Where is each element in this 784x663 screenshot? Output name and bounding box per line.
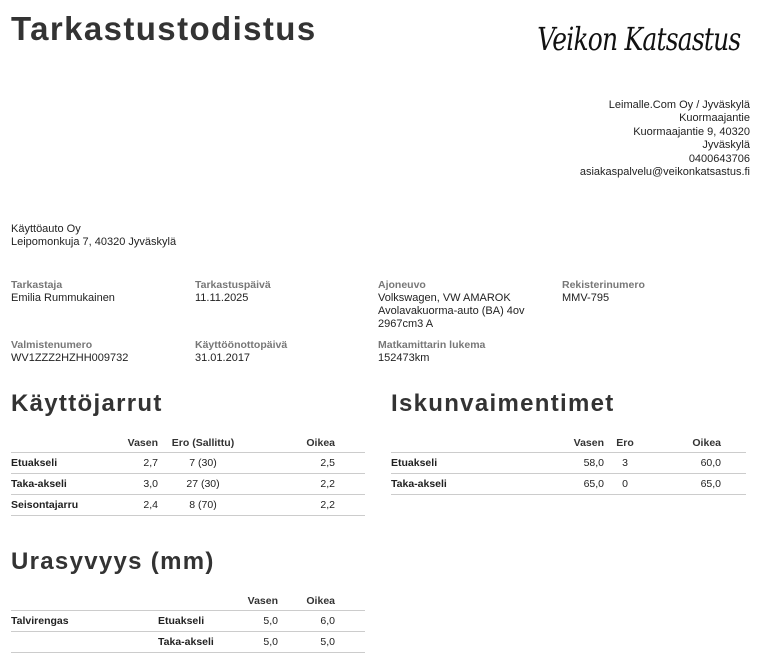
- issuer-phone: 0400643706: [688, 152, 750, 165]
- cell-left: 2,7: [101, 453, 158, 474]
- first-use-field: [195, 339, 287, 365]
- cell-left: 5,0: [238, 611, 278, 632]
- field-value: MMV-795: [562, 292, 610, 304]
- table-row: [11, 474, 365, 495]
- cell-right: 2,2: [248, 495, 335, 516]
- field-value: Avolavakuorma-auto (BA) 4ov: [378, 305, 525, 317]
- cell-left: 5,0: [238, 632, 278, 653]
- row-label: Taka-akseli: [11, 474, 101, 495]
- shocks-heading: Iskunvaimentimet: [391, 390, 615, 417]
- row-label: Etuakseli: [11, 453, 101, 474]
- customer-name: Käyttöauto Oy: [11, 223, 81, 235]
- column-header: Vasen: [101, 434, 158, 453]
- cell-spacer: [721, 453, 746, 474]
- odometer-field: [378, 339, 485, 365]
- issuer-line: Leimalle.Com Oy / Jyväskylä: [608, 99, 750, 111]
- table-header-row: [11, 592, 365, 611]
- cell-left: 58,0: [553, 453, 604, 474]
- column-header: [721, 434, 746, 453]
- column-header: Ero (Sallittu): [158, 434, 248, 453]
- column-header: Oikea: [646, 434, 721, 453]
- row-group: Talvirengas: [11, 611, 158, 632]
- field-value: 31.01.2017: [195, 352, 251, 364]
- column-header: [158, 592, 238, 611]
- cell-spacer: [335, 453, 365, 474]
- cell-spacer: [335, 495, 365, 516]
- issuer-email: asiakaspalvelu@veikonkatsastus.fi: [579, 166, 750, 179]
- cell-spacer: [335, 474, 365, 495]
- row-label: Etuakseli: [391, 453, 553, 474]
- field-value: Emilia Rummukainen: [11, 292, 115, 304]
- column-header: Oikea: [278, 592, 335, 611]
- vin-field: [11, 339, 128, 365]
- shocks-table: [391, 434, 746, 495]
- cell-right: 60,0: [646, 453, 721, 474]
- row-label: Taka-akseli: [158, 632, 238, 653]
- field-label: Käyttöönottopäivä: [195, 339, 288, 351]
- cell-left: 3,0: [101, 474, 158, 495]
- table-row: [11, 632, 365, 653]
- field-label: Ajoneuvo: [378, 279, 426, 291]
- field-value: WV1ZZZ2HZHH009732: [11, 352, 129, 364]
- cell-right: 6,0: [278, 611, 335, 632]
- inspector-field: [11, 279, 115, 305]
- cell-right: 65,0: [646, 474, 721, 495]
- page-title: Tarkastustodistus: [11, 10, 317, 47]
- row-label: Taka-akseli: [391, 474, 553, 495]
- customer-address: Leipomonkuja 7, 40320 Jyväskylä: [11, 236, 177, 249]
- issuer-block: [580, 99, 750, 179]
- company-logo: Veikon Katsastus: [536, 20, 740, 58]
- tread-table: [11, 592, 365, 653]
- cell-diff: 7 (30): [158, 453, 248, 474]
- field-value: 11.11.2025: [195, 292, 249, 304]
- column-header: Ero: [604, 434, 646, 453]
- field-label: Tarkastuspäivä: [195, 279, 271, 291]
- table-header-row: [11, 434, 365, 453]
- field-value: Volkswagen, VW AMAROK: [378, 292, 511, 304]
- cell-right: 2,5: [248, 453, 335, 474]
- table-header-row: [391, 434, 746, 453]
- column-header: Vasen: [553, 434, 604, 453]
- field-label: Matkamittarin lukema: [378, 339, 486, 351]
- table-row: [11, 453, 365, 474]
- field-label: Rekisterinumero: [562, 279, 645, 291]
- row-label: Seisontajarru: [11, 495, 101, 516]
- customer-block: [11, 223, 176, 250]
- row-label: Etuakseli: [158, 611, 238, 632]
- cell-right: 5,0: [278, 632, 335, 653]
- cell-left: 65,0: [553, 474, 604, 495]
- cell-spacer: [721, 474, 746, 495]
- cell-spacer: [335, 611, 365, 632]
- cell-left: 2,4: [101, 495, 158, 516]
- table-row: [391, 453, 746, 474]
- issuer-line: Kuormaajantie: [679, 112, 750, 125]
- column-header: Oikea: [248, 434, 335, 453]
- issuer-line: Kuormaajantie 9, 40320: [633, 125, 750, 138]
- column-header: [11, 434, 101, 453]
- cell-diff: 0: [604, 474, 646, 495]
- field-label: Tarkastaja: [11, 279, 63, 291]
- column-header: Vasen: [238, 592, 278, 611]
- issuer-line: Jyväskylä: [702, 139, 750, 152]
- cell-spacer: [335, 632, 365, 653]
- cell-right: 2,2: [248, 474, 335, 495]
- cell-diff: 8 (70): [158, 495, 248, 516]
- vehicle-field: [378, 279, 525, 331]
- field-value: 152473km: [378, 352, 430, 364]
- column-header: [391, 434, 553, 453]
- column-header: [335, 592, 365, 611]
- brakes-heading: Käyttöjarrut: [11, 390, 163, 417]
- registration-field: [562, 279, 645, 305]
- column-header: [335, 434, 365, 453]
- tread-heading: Urasyvyys (mm): [11, 548, 215, 575]
- table-row: [391, 474, 746, 495]
- inspection-date-field: [195, 279, 271, 305]
- row-group: [11, 632, 158, 653]
- brakes-table: [11, 434, 365, 516]
- cell-diff: 3: [604, 453, 646, 474]
- table-row: [11, 611, 365, 632]
- field-label: Valmistenumero: [11, 339, 93, 351]
- field-value: 2967cm3 A: [378, 318, 434, 330]
- column-header: [11, 592, 158, 611]
- table-row: [11, 495, 365, 516]
- cell-diff: 27 (30): [158, 474, 248, 495]
